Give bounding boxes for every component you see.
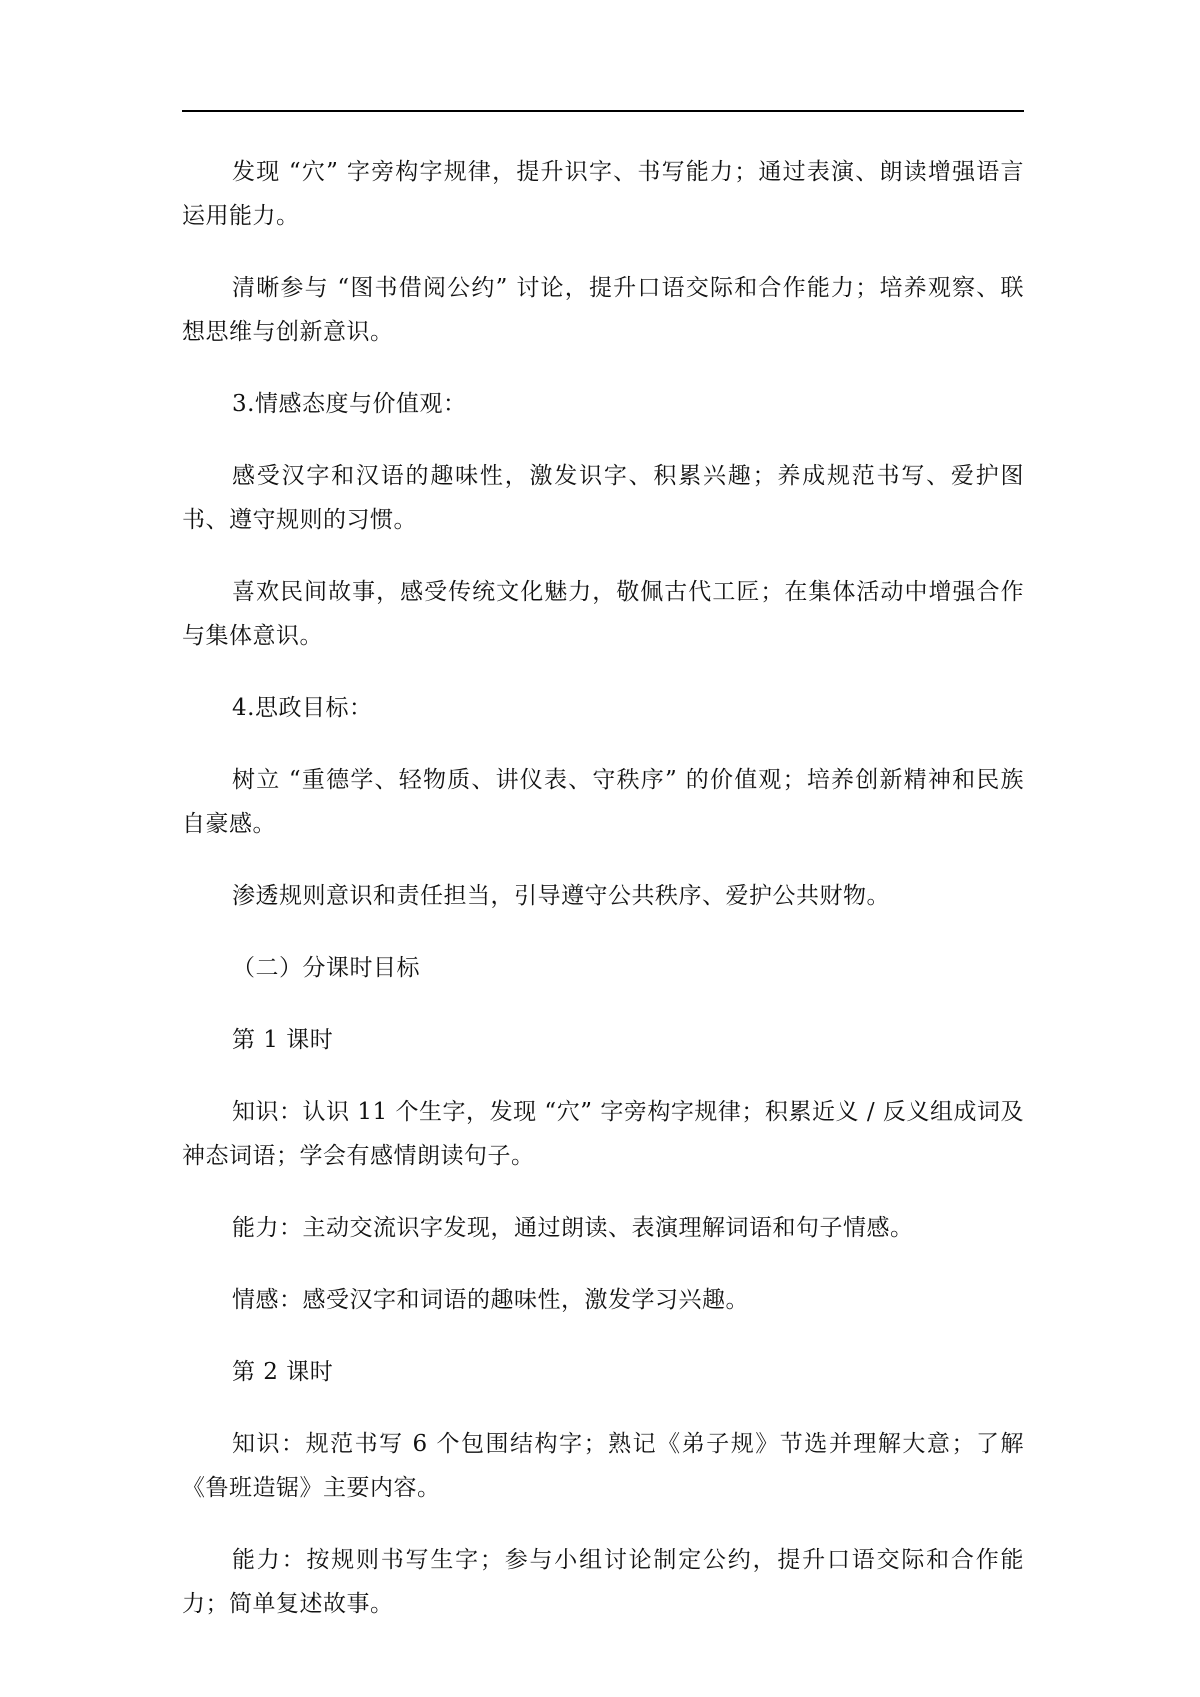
section-heading: （二）分课时目标 xyxy=(232,955,420,981)
section-heading: 4.思政目标： xyxy=(232,695,373,721)
paragraph: 能力：主动交流识字发现，通过朗读、表演理解词语和句子情感。 xyxy=(232,1215,914,1241)
paragraph: 知识：规范书写 6 个包围结构字；熟记《弟子规》节选并理解大意；了解《鲁班造锯》主要内容。 xyxy=(182,1431,1024,1501)
lesson-heading: 第 1 课时 xyxy=(232,1027,334,1053)
paragraph: 能力：按规则书写生字；参与小组讨论制定公约，提升口语交际和合作能力；简单复述故事。 xyxy=(182,1547,1024,1617)
document-body xyxy=(182,150,1024,1654)
header-rule xyxy=(182,110,1024,112)
paragraph: 树立 “重德学、轻物质、讲仪表、守秩序” 的价值观；培养创新精神和民族自豪感。 xyxy=(182,767,1024,837)
paragraph: 情感：感受汉字和词语的趣味性，激发学习兴趣。 xyxy=(232,1287,749,1313)
paragraph: 喜欢民间故事，感受传统文化魅力，敬佩古代工匠；在集体活动中增强合作与集体意识。 xyxy=(182,579,1024,649)
lesson-heading: 第 2 课时 xyxy=(232,1359,334,1385)
paragraph: 感受汉字和汉语的趣味性，激发识字、积累兴趣；养成规范书写、爱护图书、遵守规则的习惯。 xyxy=(182,463,1024,533)
paragraph: 知识：认识 11 个生字，发现 “穴” 字旁构字规律；积累近义 / 反义组成词及神态词语；学会有感情朗读句子。 xyxy=(182,1099,1024,1169)
section-heading: 3.情感态度与价值观： xyxy=(232,391,467,417)
paragraph: 渗透规则意识和责任担当，引导遵守公共秩序、爱护公共财物。 xyxy=(232,883,890,909)
paragraph: 发现 “穴” 字旁构字规律，提升识字、书写能力；通过表演、朗读增强语言运用能力。 xyxy=(182,159,1024,229)
paragraph: 清晰参与 “图书借阅公约” 讨论，提升口语交际和合作能力；培养观察、联想思维与创新意识。 xyxy=(182,275,1024,345)
